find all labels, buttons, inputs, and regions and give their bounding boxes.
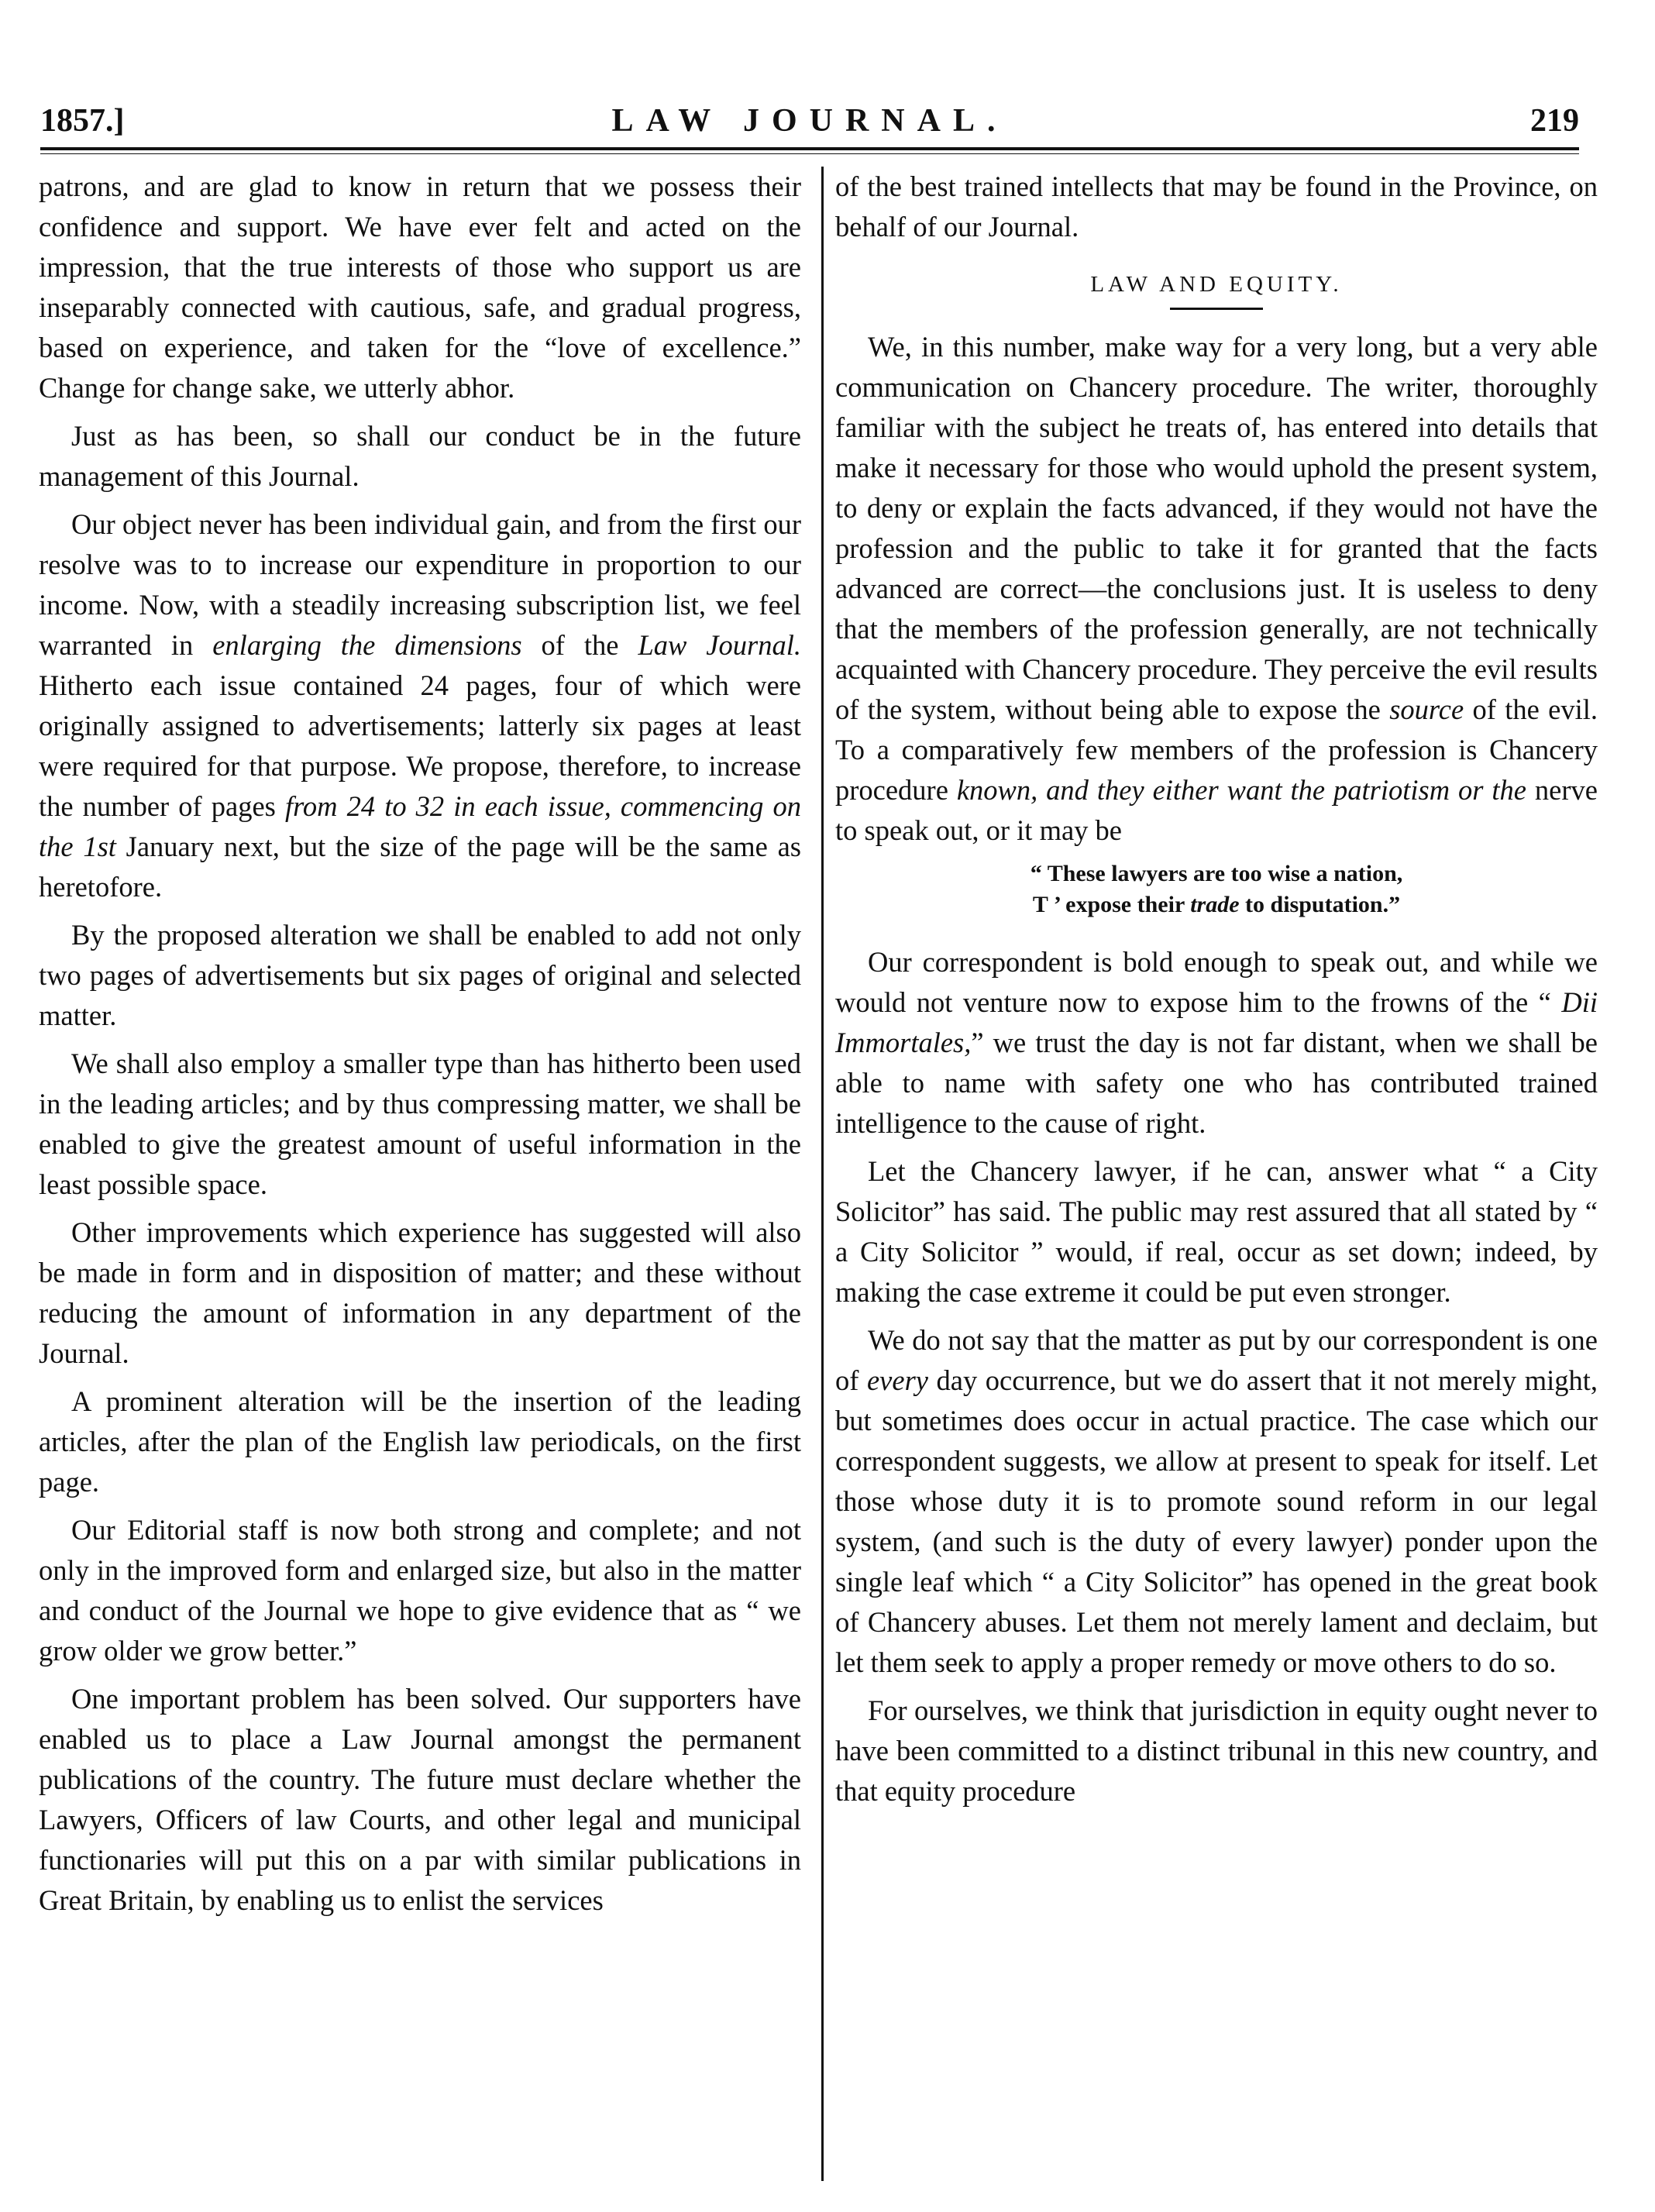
paragraph: Let the Chancery lawyer, if he can, answer what “ a City Solicitor” has said. The public may rest assured that all stated by “ a City Solicitor ” would, if real, occur as set down; indeed, by making the case extreme it could be put even stronger. — [835, 1155, 1598, 1308]
paragraph — [39, 504, 801, 907]
italic-run: source — [1389, 693, 1464, 725]
running-header — [40, 102, 1579, 143]
left-column — [39, 167, 801, 2181]
italic-run: trade — [1190, 892, 1240, 917]
italic-run: Dii Immortales, — [835, 986, 1598, 1058]
header-rule-thin — [40, 153, 1579, 154]
text-run: ” we trust the day is not far distant, when we shall be able to name with safety one who has contributed trained intelligence to the cause of right. — [835, 1027, 1598, 1139]
italic-run: known, and they either want the patriotism or the — [956, 774, 1527, 806]
text-run: We, in this number, make way for a very long, but a very able communication on Chancery procedure. The writer, thoroughly familiar with the subject he treats of, has entered into details that make it necessary for those who would uphold the present system, to deny or explain the facts advanced, if they would not have the profession and the public to take it for granted that the facts advanced are correct—the conclusions just. It is useless to deny that the members of the profession generally, are not technically acquainted with Chancery procedure. They perceive the evil results of the system, without being able to expose the — [835, 331, 1598, 725]
text-run: of the — [521, 629, 638, 661]
verse-line — [835, 889, 1598, 920]
paragraph: One important problem has been solved. Our supporters have enabled us to place a Law Journal amongst the permanent publications of the country. The future must declare whether the Lawyers, Officers of law Courts, and other legal and municipal functionaries will put this on a par with similar publications in Great Britain, by enabling us to enlist the services — [39, 1683, 801, 1916]
text-run: We do not say that the matter as put by our correspondent is one of — [835, 1324, 1598, 1396]
section-rule — [1170, 308, 1263, 310]
header-year: 1857.] — [40, 103, 125, 139]
italic-run: enlarging the dimensions — [212, 629, 522, 661]
paragraph — [835, 942, 1598, 1144]
verse-quote — [835, 858, 1598, 920]
text-run: of the evil. To a comparatively few members of the profession is Chancery procedure — [835, 693, 1598, 806]
paragraph — [835, 1320, 1598, 1683]
text-run: Hitherto each issue contained 24 pages, four of which were originally assigned to advertisements; latterly six pages at least were required for that purpose. We propose, therefore, to increase the number of pages — [39, 669, 801, 822]
right-column — [835, 167, 1598, 2181]
italic-run: every — [866, 1364, 928, 1396]
text-run: day occurrence, but we do assert that it not merely might, but sometimes does occur in actual practice. The case which our correspondent suggests, we allow at present to speak for itself. Let those whose duty it is to promote sound reform in our legal system, (and such is the duty of every lawyer) ponder upon the single leaf which “ a City Solicitor” has opened in the great book of Chancery abuses. Let them not merely lament and declaim, but let them seek to apply a proper remedy or move others to do so. — [835, 1364, 1598, 1678]
paragraph: Our Editorial staff is now both strong and complete; and not only in the improved form and enlarged size, but also in the matter and conduct of the Journal we hope to give evidence that as “ we grow older we grow better.” — [39, 1514, 801, 1667]
verse-line: “ These lawyers are too wise a nation, — [1030, 861, 1403, 886]
header-rule-thick — [40, 147, 1579, 150]
paragraph: We shall also employ a smaller type than has hitherto been used in the leading articles; and by thus compressing matter, we shall be enabled to give the greatest amount of useful information in the least possible space. — [39, 1048, 801, 1200]
text-run: to disputation.” — [1239, 892, 1401, 917]
paragraph: of the best trained intellects that may be found in the Province, on behalf of our Journal. — [835, 170, 1598, 243]
text-run: Our object never has been individual gain, and from the first our resolve was to to increase our expenditure in proportion to our income. Now, with a steadily increasing subscription list, we feel warranted in — [39, 508, 801, 661]
paragraph: For ourselves, we think that jurisdiction in equity ought never to have been committed to a distinct tribunal in this new country, and that equity procedure — [835, 1694, 1598, 1807]
text-run: nerve to speak out, or it may be — [835, 774, 1598, 846]
italic-run: from 24 to 32 in each issue, commencing on the 1st — [39, 790, 801, 862]
column-divider — [821, 167, 824, 2181]
paragraph — [835, 327, 1598, 851]
header-title: LAW JOURNAL. — [611, 103, 1008, 139]
paragraph: patrons, and are glad to know in return that we possess their confidence and support. We have ever felt and acted on the impression, that the true interests of those who support us are inseparably connected with cautious, safe, and gradual progress, based on experience, and taken for the “love of excellence.” Change for change sake, we utterly abhor. — [39, 170, 801, 404]
text-run: January next, but the size of the page will be the same as heretofore. — [39, 831, 801, 903]
page-number: 219 — [1530, 103, 1579, 139]
italic-run: Law Journal. — [638, 629, 801, 661]
section-title: LAW AND EQUITY. — [1090, 272, 1343, 297]
text-run: T ’ expose their — [1032, 892, 1191, 917]
paragraph: A prominent alteration will be the insertion of the leading articles, after the plan of the English law periodicals, on the first page. — [39, 1385, 801, 1498]
paragraph: Other improvements which experience has suggested will also be made in form and in disposition of matter; and these without reducing the amount of information in any department of the Journal. — [39, 1216, 801, 1369]
paragraph: Just as has been, so shall our conduct be in the future management of this Journal. — [39, 420, 801, 492]
paragraph: By the proposed alteration we shall be enabled to add not only two pages of advertisements but six pages of original and selected matter. — [39, 919, 801, 1031]
text-run: Our correspondent is bold enough to speak out, and while we would not venture now to expose him to the frowns of the “ — [835, 946, 1598, 1018]
